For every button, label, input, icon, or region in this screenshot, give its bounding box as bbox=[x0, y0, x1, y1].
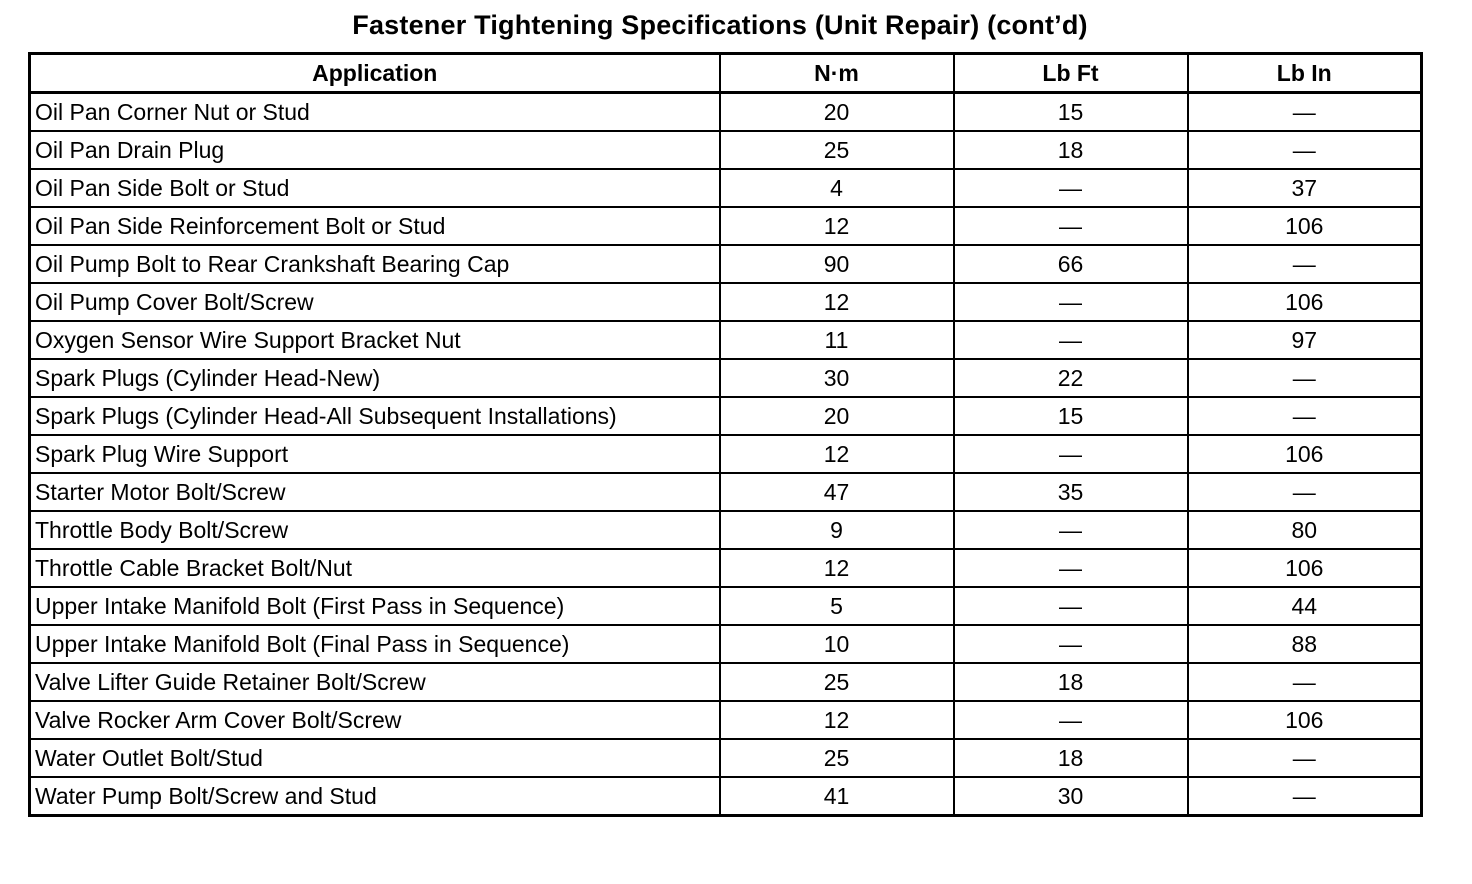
table-row bbox=[30, 397, 1422, 435]
table-row bbox=[30, 131, 1422, 169]
application-cell: Water Outlet Bolt/Stud bbox=[30, 739, 720, 777]
application-cell: Spark Plug Wire Support bbox=[30, 435, 720, 473]
application-cell: Spark Plugs (Cylinder Head-New) bbox=[30, 359, 720, 397]
lb-in-cell: 106 bbox=[1188, 207, 1422, 245]
lb-in-cell: — bbox=[1188, 245, 1422, 283]
application-cell: Oil Pan Corner Nut or Stud bbox=[30, 93, 720, 132]
nm-cell: 30 bbox=[720, 359, 954, 397]
nm-cell: 12 bbox=[720, 207, 954, 245]
lb-ft-cell: — bbox=[954, 701, 1188, 739]
lb-ft-cell: — bbox=[954, 511, 1188, 549]
lb-ft-cell: — bbox=[954, 283, 1188, 321]
nm-cell: 25 bbox=[720, 739, 954, 777]
lb-ft-cell: 18 bbox=[954, 131, 1188, 169]
nm-cell: 5 bbox=[720, 587, 954, 625]
lb-in-cell: 106 bbox=[1188, 701, 1422, 739]
page-title: Fastener Tightening Specifications (Unit Repair) (cont’d) bbox=[352, 10, 1088, 40]
application-cell: Starter Motor Bolt/Screw bbox=[30, 473, 720, 511]
lb-in-cell: — bbox=[1188, 397, 1422, 435]
application-cell: Oil Pump Cover Bolt/Screw bbox=[30, 283, 720, 321]
nm-cell: 9 bbox=[720, 511, 954, 549]
column-header-lb-ft: Lb Ft bbox=[954, 54, 1188, 93]
table-row bbox=[30, 321, 1422, 359]
lb-in-cell: 97 bbox=[1188, 321, 1422, 359]
lb-in-cell: 44 bbox=[1188, 587, 1422, 625]
application-cell: Water Pump Bolt/Screw and Stud bbox=[30, 777, 720, 816]
column-header-nm: N·m bbox=[720, 54, 954, 93]
table-row bbox=[30, 701, 1422, 739]
table-row bbox=[30, 739, 1422, 777]
table-row bbox=[30, 777, 1422, 816]
nm-cell: 11 bbox=[720, 321, 954, 359]
fastener-spec-table bbox=[28, 52, 1423, 817]
nm-cell: 41 bbox=[720, 777, 954, 816]
lb-ft-cell: — bbox=[954, 549, 1188, 587]
column-header-application: Application bbox=[30, 54, 720, 93]
table-row bbox=[30, 625, 1422, 663]
lb-ft-cell: 35 bbox=[954, 473, 1188, 511]
lb-in-cell: 106 bbox=[1188, 283, 1422, 321]
nm-cell: 12 bbox=[720, 701, 954, 739]
application-cell: Oil Pan Drain Plug bbox=[30, 131, 720, 169]
table-row bbox=[30, 663, 1422, 701]
table-header-row bbox=[30, 54, 1422, 93]
lb-in-cell: 106 bbox=[1188, 549, 1422, 587]
lb-in-cell: — bbox=[1188, 131, 1422, 169]
lb-ft-cell: — bbox=[954, 207, 1188, 245]
lb-in-cell: — bbox=[1188, 359, 1422, 397]
lb-in-cell: — bbox=[1188, 777, 1422, 816]
lb-in-cell: — bbox=[1188, 473, 1422, 511]
lb-ft-cell: — bbox=[954, 169, 1188, 207]
lb-ft-cell: 30 bbox=[954, 777, 1188, 816]
application-cell: Oil Pump Bolt to Rear Crankshaft Bearing Cap bbox=[30, 245, 720, 283]
lb-ft-cell: 66 bbox=[954, 245, 1188, 283]
lb-in-cell: — bbox=[1188, 663, 1422, 701]
table-row bbox=[30, 245, 1422, 283]
lb-ft-cell: — bbox=[954, 435, 1188, 473]
nm-cell: 25 bbox=[720, 131, 954, 169]
application-cell: Spark Plugs (Cylinder Head-All Subsequent Installations) bbox=[30, 397, 720, 435]
nm-cell: 12 bbox=[720, 283, 954, 321]
table-row bbox=[30, 587, 1422, 625]
column-header-lb-in: Lb In bbox=[1188, 54, 1422, 93]
lb-in-cell: — bbox=[1188, 93, 1422, 132]
table-row bbox=[30, 283, 1422, 321]
table-row bbox=[30, 511, 1422, 549]
table-row bbox=[30, 473, 1422, 511]
lb-in-cell: — bbox=[1188, 739, 1422, 777]
application-cell: Oil Pan Side Reinforcement Bolt or Stud bbox=[30, 207, 720, 245]
nm-cell: 90 bbox=[720, 245, 954, 283]
lb-in-cell: 88 bbox=[1188, 625, 1422, 663]
lb-in-cell: 80 bbox=[1188, 511, 1422, 549]
table-row bbox=[30, 207, 1422, 245]
nm-cell: 12 bbox=[720, 549, 954, 587]
nm-cell: 10 bbox=[720, 625, 954, 663]
lb-ft-cell: 18 bbox=[954, 739, 1188, 777]
application-cell: Upper Intake Manifold Bolt (First Pass in Sequence) bbox=[30, 587, 720, 625]
nm-cell: 47 bbox=[720, 473, 954, 511]
lb-ft-cell: — bbox=[954, 587, 1188, 625]
lb-ft-cell: 18 bbox=[954, 663, 1188, 701]
nm-cell: 25 bbox=[720, 663, 954, 701]
application-cell: Oil Pan Side Bolt or Stud bbox=[30, 169, 720, 207]
table-row bbox=[30, 549, 1422, 587]
nm-cell: 20 bbox=[720, 93, 954, 132]
lb-ft-cell: — bbox=[954, 321, 1188, 359]
lb-ft-cell: 15 bbox=[954, 93, 1188, 132]
table-row bbox=[30, 93, 1422, 132]
application-cell: Valve Rocker Arm Cover Bolt/Screw bbox=[30, 701, 720, 739]
lb-ft-cell: — bbox=[954, 625, 1188, 663]
application-cell: Throttle Cable Bracket Bolt/Nut bbox=[30, 549, 720, 587]
table-row bbox=[30, 359, 1422, 397]
application-cell: Oxygen Sensor Wire Support Bracket Nut bbox=[30, 321, 720, 359]
lb-ft-cell: 15 bbox=[954, 397, 1188, 435]
nm-cell: 12 bbox=[720, 435, 954, 473]
application-cell: Upper Intake Manifold Bolt (Final Pass in Sequence) bbox=[30, 625, 720, 663]
table-body bbox=[30, 93, 1422, 816]
lb-ft-cell: 22 bbox=[954, 359, 1188, 397]
table-row bbox=[30, 169, 1422, 207]
lb-in-cell: 106 bbox=[1188, 435, 1422, 473]
nm-cell: 4 bbox=[720, 169, 954, 207]
lb-in-cell: 37 bbox=[1188, 169, 1422, 207]
application-cell: Valve Lifter Guide Retainer Bolt/Screw bbox=[30, 663, 720, 701]
nm-cell: 20 bbox=[720, 397, 954, 435]
table-row bbox=[30, 435, 1422, 473]
application-cell: Throttle Body Bolt/Screw bbox=[30, 511, 720, 549]
